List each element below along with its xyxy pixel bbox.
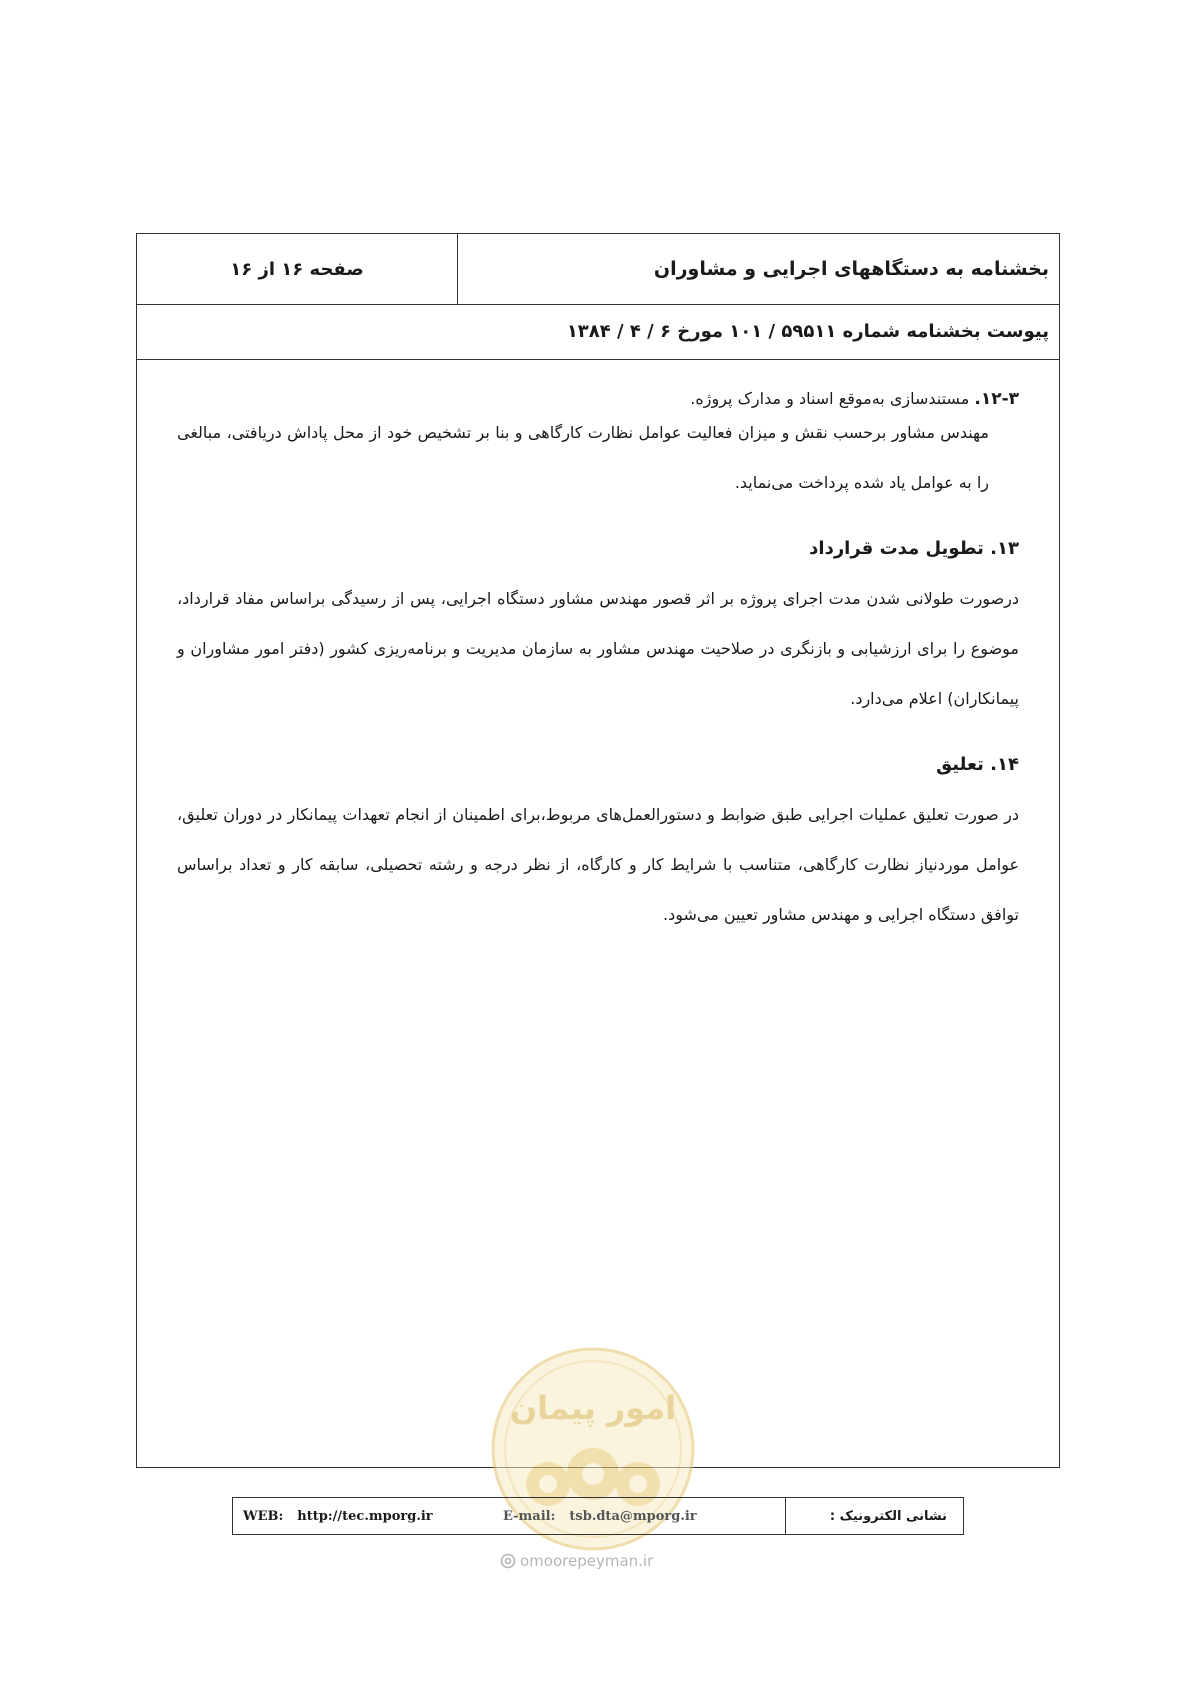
web-url-link[interactable]: http://tec.mporg.ir bbox=[297, 1508, 433, 1524]
section-14-title: ۱۴. تعلیق bbox=[936, 754, 1019, 775]
item-12-3-title: مستندسازی به‌موقع اسناد و مدارک پروژه. bbox=[690, 389, 975, 408]
section-13-title: ۱۳. تطویل مدت قرارداد bbox=[809, 538, 1019, 559]
item-12-3-text: مهندس مشاور برحسب نقش و میزان فعالیت عوامل نظارت کارگاهی و بنا بر تشخیص خود از محل پاداش دریافتی، مبالغی را به عوامل یاد شده پرداخت می‌نماید. bbox=[177, 423, 989, 492]
web-label: WEB: bbox=[243, 1508, 284, 1524]
section-13-text: درصورت طولانی شدن مدت اجرای پروژه بر اثر قصور مهندس مشاور دستگاه اجرایی، پس از رسیدگی براساس مفاد قرارداد، موضوع را برای ارزشیابی و بازنگری در صلاحیت مهندس مشاور به سازمان مدیریت و برنامه‌ریزی کشور (دفتر امور مشاوران و پیمانکاران) اعلام می‌دارد. bbox=[177, 589, 1019, 708]
page-number: صفحه ۱۶ از ۱۶ bbox=[137, 234, 458, 304]
footer-box bbox=[232, 1497, 964, 1535]
header-row bbox=[137, 234, 1059, 305]
document-title: بخشنامه به دستگاههای اجرایی و مشاوران bbox=[653, 258, 1049, 280]
credit-text: omoorepeyman.ir bbox=[520, 1552, 654, 1570]
site-credit bbox=[500, 1552, 653, 1570]
at-icon bbox=[500, 1553, 516, 1569]
document-frame bbox=[136, 233, 1060, 1468]
footer-web bbox=[243, 1498, 433, 1534]
email-label: E-mail: bbox=[503, 1508, 556, 1524]
item-12-3-number: ۱۲-۳. bbox=[974, 389, 1019, 409]
watermark-logo-text: امور پیمان bbox=[509, 1389, 677, 1427]
email-link[interactable]: tsb.dta@mporg.ir bbox=[569, 1508, 697, 1524]
address-label: نشانی الکترونیک : bbox=[785, 1498, 963, 1534]
attachment-line: پیوست بخشنامه شماره ۵۹۵۱۱ / ۱۰۱ مورخ ۶ / ۴ / ۱۳۸۴ bbox=[137, 304, 1059, 360]
section-14-text: در صورت تعلیق عملیات اجرایی طبق ضوابط و دستورالعمل‌های مربوط،برای اطمینان از انجام تعهدات پیمانکار در دوران تعلیق، عوامل موردنیاز نظارت کارگاهی، متناسب با شرایط کار و کارگاه، از نظر درجه و رشته تحصیلی، سابقه کار و تعداد براساس توافق دستگاه اجرایی و مهندس مشاور تعیین می‌شود. bbox=[177, 805, 1019, 924]
document-body bbox=[177, 382, 1019, 940]
footer-email bbox=[503, 1498, 697, 1534]
